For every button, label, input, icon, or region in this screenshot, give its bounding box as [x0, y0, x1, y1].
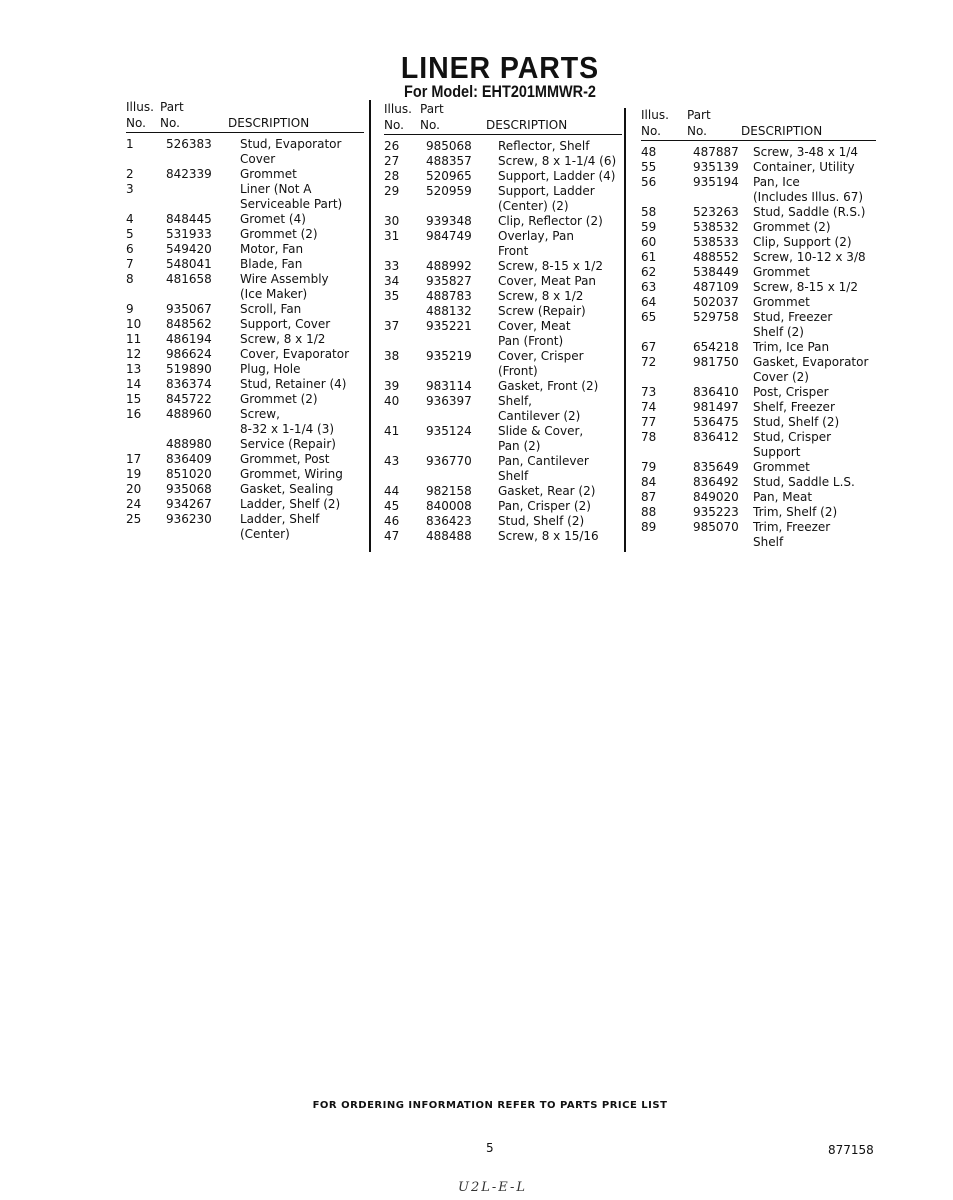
part-description: Trim, Ice Pan — [753, 340, 830, 354]
part-number: 531933 — [166, 227, 212, 241]
illus-number: 64 — [641, 295, 657, 309]
part-description: Plug, Hole — [240, 362, 301, 376]
part-number: 488552 — [693, 250, 739, 264]
part-number: 935139 — [693, 160, 739, 174]
part-number: 985068 — [426, 139, 472, 153]
illus-number: 59 — [641, 220, 657, 234]
table-row — [126, 347, 364, 362]
table-row — [384, 424, 622, 454]
part-description: Grommet — [753, 265, 810, 279]
table-row — [126, 512, 364, 542]
part-number: 986624 — [166, 347, 212, 361]
part-description: Stud, Shelf (2) — [498, 514, 585, 528]
part-number: 654218 — [693, 340, 739, 354]
document-number: 877158 — [828, 1143, 874, 1157]
part-number: 851020 — [166, 467, 212, 481]
part-number: 935221 — [426, 319, 472, 333]
table-row — [384, 139, 622, 154]
part-description: Gasket, Rear (2) — [498, 484, 596, 498]
part-number: 488992 — [426, 259, 472, 273]
illus-number: 30 — [384, 214, 400, 228]
illus-number: 35 — [384, 289, 400, 303]
illus-no-header: No. — [384, 118, 404, 132]
part-number: 935223 — [693, 505, 739, 519]
part-number: 983114 — [426, 379, 472, 393]
header-row-1 — [641, 108, 876, 124]
part-description: Screw, 8 x 1/2 — [240, 332, 326, 346]
part-description: Stud, Evaporator Cover — [240, 137, 342, 166]
part-description: Stud, Saddle L.S. — [753, 475, 855, 489]
table-row — [384, 184, 622, 214]
part-description: Trim, Freezer Shelf — [753, 520, 831, 549]
parts-column-2 — [384, 102, 622, 544]
part-description: Screw, 10-12 x 3/8 — [753, 250, 866, 264]
part-description: Post, Crisper — [753, 385, 829, 399]
illus-number: 44 — [384, 484, 400, 498]
illus-number: 46 — [384, 514, 400, 528]
part-number: 836492 — [693, 475, 739, 489]
illus-no-header: No. — [126, 116, 146, 130]
table-row — [126, 257, 364, 272]
parts-column-3 — [641, 108, 876, 550]
part-description: Clip, Reflector (2) — [498, 214, 603, 228]
header-row-1 — [126, 100, 364, 116]
part-description: Screw, 8 x 1-1/4 (6) — [498, 154, 617, 168]
part-header: Part — [160, 100, 184, 114]
illus-number: 2 — [126, 167, 134, 181]
table-row — [384, 214, 622, 229]
illus-number: 12 — [126, 347, 142, 361]
part-description: Blade, Fan — [240, 257, 303, 271]
part-number: 981497 — [693, 400, 739, 414]
table-row — [641, 400, 876, 415]
table-row — [641, 235, 876, 250]
illus-number: 56 — [641, 175, 657, 189]
part-number: 487887 — [693, 145, 739, 159]
part-description: Support, Ladder (Center) (2) — [498, 184, 595, 213]
part-description: Gasket, Evaporator Cover (2) — [753, 355, 869, 384]
part-number: 488132 — [426, 304, 472, 318]
part-number: 502037 — [693, 295, 739, 309]
illus-number: 60 — [641, 235, 657, 249]
table-row — [126, 362, 364, 377]
part-number: 486194 — [166, 332, 212, 346]
table-row — [641, 385, 876, 400]
table-row — [384, 529, 622, 544]
illus-header: Illus. — [641, 108, 669, 122]
part-description: Screw, 8-15 x 1/2 — [753, 280, 858, 294]
part-description: Grommet (2) — [240, 227, 318, 241]
table-row — [641, 205, 876, 220]
table-row — [384, 319, 622, 349]
part-description: Support, Cover — [240, 317, 331, 331]
part-number: 842339 — [166, 167, 212, 181]
illus-number: 73 — [641, 385, 657, 399]
table-row — [641, 295, 876, 310]
table-row — [384, 259, 622, 274]
part-number: 936397 — [426, 394, 472, 408]
illus-number: 14 — [126, 377, 142, 391]
model-subtitle: For Model: EHT201MMWR-2 — [404, 82, 596, 101]
part-number: 481658 — [166, 272, 212, 286]
part-header: Part — [687, 108, 711, 122]
part-number: 835649 — [693, 460, 739, 474]
part-description: Gasket, Sealing — [240, 482, 334, 496]
part-number: 935194 — [693, 175, 739, 189]
part-description: Ladder, Shelf (2) — [240, 497, 341, 511]
header-row-2 — [641, 124, 876, 141]
part-description: Screw, 8 x 15/16 — [498, 529, 599, 543]
table-row — [641, 310, 876, 340]
part-description: Scroll, Fan — [240, 302, 302, 316]
table-row — [126, 332, 364, 347]
illus-number: 13 — [126, 362, 142, 376]
table-row — [126, 302, 364, 317]
illus-number: 63 — [641, 280, 657, 294]
table-row — [384, 289, 622, 304]
part-description: Pan, Crisper (2) — [498, 499, 591, 513]
table-row — [126, 182, 364, 212]
part-description: Slide & Cover, Pan (2) — [498, 424, 584, 453]
part-description: Cover, Meat Pan — [498, 274, 597, 288]
part-number: 520959 — [426, 184, 472, 198]
illus-number: 84 — [641, 475, 657, 489]
part-number: 836374 — [166, 377, 212, 391]
illus-number: 45 — [384, 499, 400, 513]
illus-number: 88 — [641, 505, 657, 519]
part-number: 836423 — [426, 514, 472, 528]
part-description: Liner (Not A Serviceable Part) — [240, 182, 343, 211]
illus-number: 15 — [126, 392, 142, 406]
header-row-1 — [384, 102, 622, 118]
part-number: 985070 — [693, 520, 739, 534]
part-description: Motor, Fan — [240, 242, 304, 256]
illus-number: 74 — [641, 400, 657, 414]
part-description: Pan, Cantilever Shelf — [498, 454, 589, 483]
part-number: 935067 — [166, 302, 212, 316]
table-row — [384, 394, 622, 424]
illus-no-header: No. — [641, 124, 661, 138]
part-description: Shelf, Freezer — [753, 400, 835, 414]
part-number: 529758 — [693, 310, 739, 324]
illus-number: 27 — [384, 154, 400, 168]
illus-number: 33 — [384, 259, 400, 273]
illus-number: 43 — [384, 454, 400, 468]
part-description: Screw, 3-48 x 1/4 — [753, 145, 858, 159]
table-row — [126, 377, 364, 392]
illus-number: 38 — [384, 349, 400, 363]
part-number: 487109 — [693, 280, 739, 294]
illus-number: 58 — [641, 205, 657, 219]
part-number: 848445 — [166, 212, 212, 226]
illus-number: 40 — [384, 394, 400, 408]
illus-number: 31 — [384, 229, 400, 243]
table-row — [641, 460, 876, 475]
column-divider — [624, 108, 626, 552]
illus-number: 39 — [384, 379, 400, 393]
table-row — [641, 430, 876, 460]
part-header: Part — [420, 102, 444, 116]
part-description: Screw, 8 x 1/2 — [498, 289, 584, 303]
illus-number: 3 — [126, 182, 134, 196]
table-row — [126, 167, 364, 182]
illus-number: 72 — [641, 355, 657, 369]
table-row — [126, 227, 364, 242]
table-row — [641, 355, 876, 385]
part-description: Stud, Saddle (R.S.) — [753, 205, 866, 219]
illus-number: 1 — [126, 137, 134, 151]
part-number: 935827 — [426, 274, 472, 288]
part-description: Grommet (2) — [240, 392, 318, 406]
illus-number: 61 — [641, 250, 657, 264]
table-row — [126, 467, 364, 482]
part-no-header: No. — [687, 124, 707, 138]
part-number: 526383 — [166, 137, 212, 151]
part-number: 836409 — [166, 452, 212, 466]
part-number: 935068 — [166, 482, 212, 496]
header-row-2 — [126, 116, 364, 133]
table-row — [384, 274, 622, 289]
table-row — [384, 169, 622, 184]
table-row — [384, 154, 622, 169]
handwritten-note: U2L-E-L — [458, 1180, 528, 1195]
part-number: 936770 — [426, 454, 472, 468]
part-description: Stud, Retainer (4) — [240, 377, 347, 391]
part-number: 488980 — [166, 437, 212, 451]
table-row — [641, 175, 876, 205]
part-description: Grommet — [753, 460, 810, 474]
table-row — [641, 490, 876, 505]
part-number: 836412 — [693, 430, 739, 444]
part-description: Stud, Shelf (2) — [753, 415, 840, 429]
table-row — [126, 212, 364, 227]
part-number: 984749 — [426, 229, 472, 243]
part-number: 935124 — [426, 424, 472, 438]
part-description: Container, Utility — [753, 160, 855, 174]
part-description: Pan, Meat — [753, 490, 813, 504]
table-row — [384, 379, 622, 394]
table-row — [384, 514, 622, 529]
description-header: DESCRIPTION — [741, 124, 823, 138]
part-number: 536475 — [693, 415, 739, 429]
part-description: Gasket, Front (2) — [498, 379, 599, 393]
illus-number: 55 — [641, 160, 657, 174]
part-number: 849020 — [693, 490, 739, 504]
illus-number: 24 — [126, 497, 142, 511]
table-row — [384, 484, 622, 499]
part-description: Wire Assembly (Ice Maker) — [240, 272, 329, 301]
illus-number: 65 — [641, 310, 657, 324]
illus-number: 8 — [126, 272, 134, 286]
table-row — [384, 349, 622, 379]
part-number: 836410 — [693, 385, 739, 399]
table-row — [641, 505, 876, 520]
part-number: 488357 — [426, 154, 472, 168]
table-row — [126, 242, 364, 257]
part-number: 488488 — [426, 529, 472, 543]
table-row — [126, 407, 364, 437]
table-row — [126, 137, 364, 167]
part-number: 982158 — [426, 484, 472, 498]
table-row — [641, 280, 876, 295]
page-number: 5 — [486, 1141, 494, 1155]
part-number: 538533 — [693, 235, 739, 249]
header-row-2 — [384, 118, 622, 135]
table-row — [126, 317, 364, 332]
table-row — [384, 229, 622, 259]
part-description: Cover, Meat Pan (Front) — [498, 319, 571, 348]
table-row — [641, 160, 876, 175]
part-number: 936230 — [166, 512, 212, 526]
illus-number: 6 — [126, 242, 134, 256]
table-row — [641, 520, 876, 550]
table-row — [384, 304, 622, 319]
illus-number: 41 — [384, 424, 400, 438]
illus-number: 20 — [126, 482, 142, 496]
illus-number: 29 — [384, 184, 400, 198]
part-description: Screw, 8-32 x 1-1/4 (3) — [240, 407, 335, 436]
part-number: 981750 — [693, 355, 739, 369]
illus-number: 79 — [641, 460, 657, 474]
part-description: Ladder, Shelf (Center) — [240, 512, 320, 541]
part-number: 488960 — [166, 407, 212, 421]
description-header: DESCRIPTION — [486, 118, 568, 132]
part-number: 519890 — [166, 362, 212, 376]
table-row — [641, 145, 876, 160]
illus-number: 25 — [126, 512, 142, 526]
part-description: Trim, Shelf (2) — [753, 505, 838, 519]
table-row — [126, 392, 364, 407]
part-description: Grommet, Post — [240, 452, 330, 466]
part-description: Cover, Evaporator — [240, 347, 350, 361]
part-description: Stud, Crisper Support — [753, 430, 832, 459]
table-row — [641, 265, 876, 280]
part-number: 523263 — [693, 205, 739, 219]
part-number: 848562 — [166, 317, 212, 331]
illus-number: 16 — [126, 407, 142, 421]
table-row — [641, 475, 876, 490]
part-description: Grommet — [240, 167, 297, 181]
table-row — [641, 340, 876, 355]
part-description: Grommet, Wiring — [240, 467, 343, 481]
part-description: Gromet (4) — [240, 212, 306, 226]
ordering-note: FOR ORDERING INFORMATION REFER TO PARTS PRICE LIST — [312, 1100, 668, 1111]
part-description: Grommet — [753, 295, 810, 309]
part-number: 934267 — [166, 497, 212, 511]
table-row — [641, 220, 876, 235]
part-number: 840008 — [426, 499, 472, 513]
part-number: 520965 — [426, 169, 472, 183]
part-number: 488783 — [426, 289, 472, 303]
table-row — [641, 415, 876, 430]
illus-number: 48 — [641, 145, 657, 159]
table-row — [126, 437, 364, 452]
part-number: 538449 — [693, 265, 739, 279]
part-description: Screw, 8-15 x 1/2 — [498, 259, 603, 273]
illus-number: 17 — [126, 452, 142, 466]
part-number: 939348 — [426, 214, 472, 228]
part-description: Grommet (2) — [753, 220, 831, 234]
illus-number: 11 — [126, 332, 142, 346]
illus-number: 5 — [126, 227, 134, 241]
parts-column-1 — [126, 100, 364, 542]
illus-header: Illus. — [384, 102, 412, 116]
part-description: Service (Repair) — [240, 437, 336, 451]
table-row — [126, 497, 364, 512]
illus-number: 26 — [384, 139, 400, 153]
part-description: Cover, Crisper (Front) — [498, 349, 584, 378]
part-description: Shelf, Cantilever (2) — [498, 394, 581, 423]
table-row — [126, 272, 364, 302]
part-no-header: No. — [420, 118, 440, 132]
illus-number: 37 — [384, 319, 400, 333]
table-row — [384, 454, 622, 484]
part-description: Overlay, Pan Front — [498, 229, 574, 258]
part-description: Reflector, Shelf — [498, 139, 590, 153]
illus-number: 62 — [641, 265, 657, 279]
part-number: 549420 — [166, 242, 212, 256]
illus-number: 77 — [641, 415, 657, 429]
illus-number: 28 — [384, 169, 400, 183]
illus-number: 10 — [126, 317, 142, 331]
part-description: Support, Ladder (4) — [498, 169, 616, 183]
part-number: 845722 — [166, 392, 212, 406]
illus-number: 89 — [641, 520, 657, 534]
illus-number: 34 — [384, 274, 400, 288]
column-divider — [369, 100, 371, 552]
table-row — [126, 482, 364, 497]
illus-number: 19 — [126, 467, 142, 481]
table-row — [384, 499, 622, 514]
part-number: 538532 — [693, 220, 739, 234]
part-description: Pan, Ice (Includes Illus. 67) — [753, 175, 864, 204]
illus-number: 4 — [126, 212, 134, 226]
illus-number: 78 — [641, 430, 657, 444]
table-row — [126, 452, 364, 467]
part-number: 548041 — [166, 257, 212, 271]
description-header: DESCRIPTION — [228, 116, 310, 130]
illus-number: 47 — [384, 529, 400, 543]
part-description: Screw (Repair) — [498, 304, 586, 318]
part-number: 935219 — [426, 349, 472, 363]
part-description: Clip, Support (2) — [753, 235, 852, 249]
illus-number: 9 — [126, 302, 134, 316]
illus-number: 7 — [126, 257, 134, 271]
illus-header: Illus. — [126, 100, 154, 114]
table-row — [641, 250, 876, 265]
illus-number: 67 — [641, 340, 657, 354]
part-description: Stud, Freezer Shelf (2) — [753, 310, 833, 339]
page-title: LINER PARTS — [400, 50, 600, 85]
part-no-header: No. — [160, 116, 180, 130]
illus-number: 87 — [641, 490, 657, 504]
